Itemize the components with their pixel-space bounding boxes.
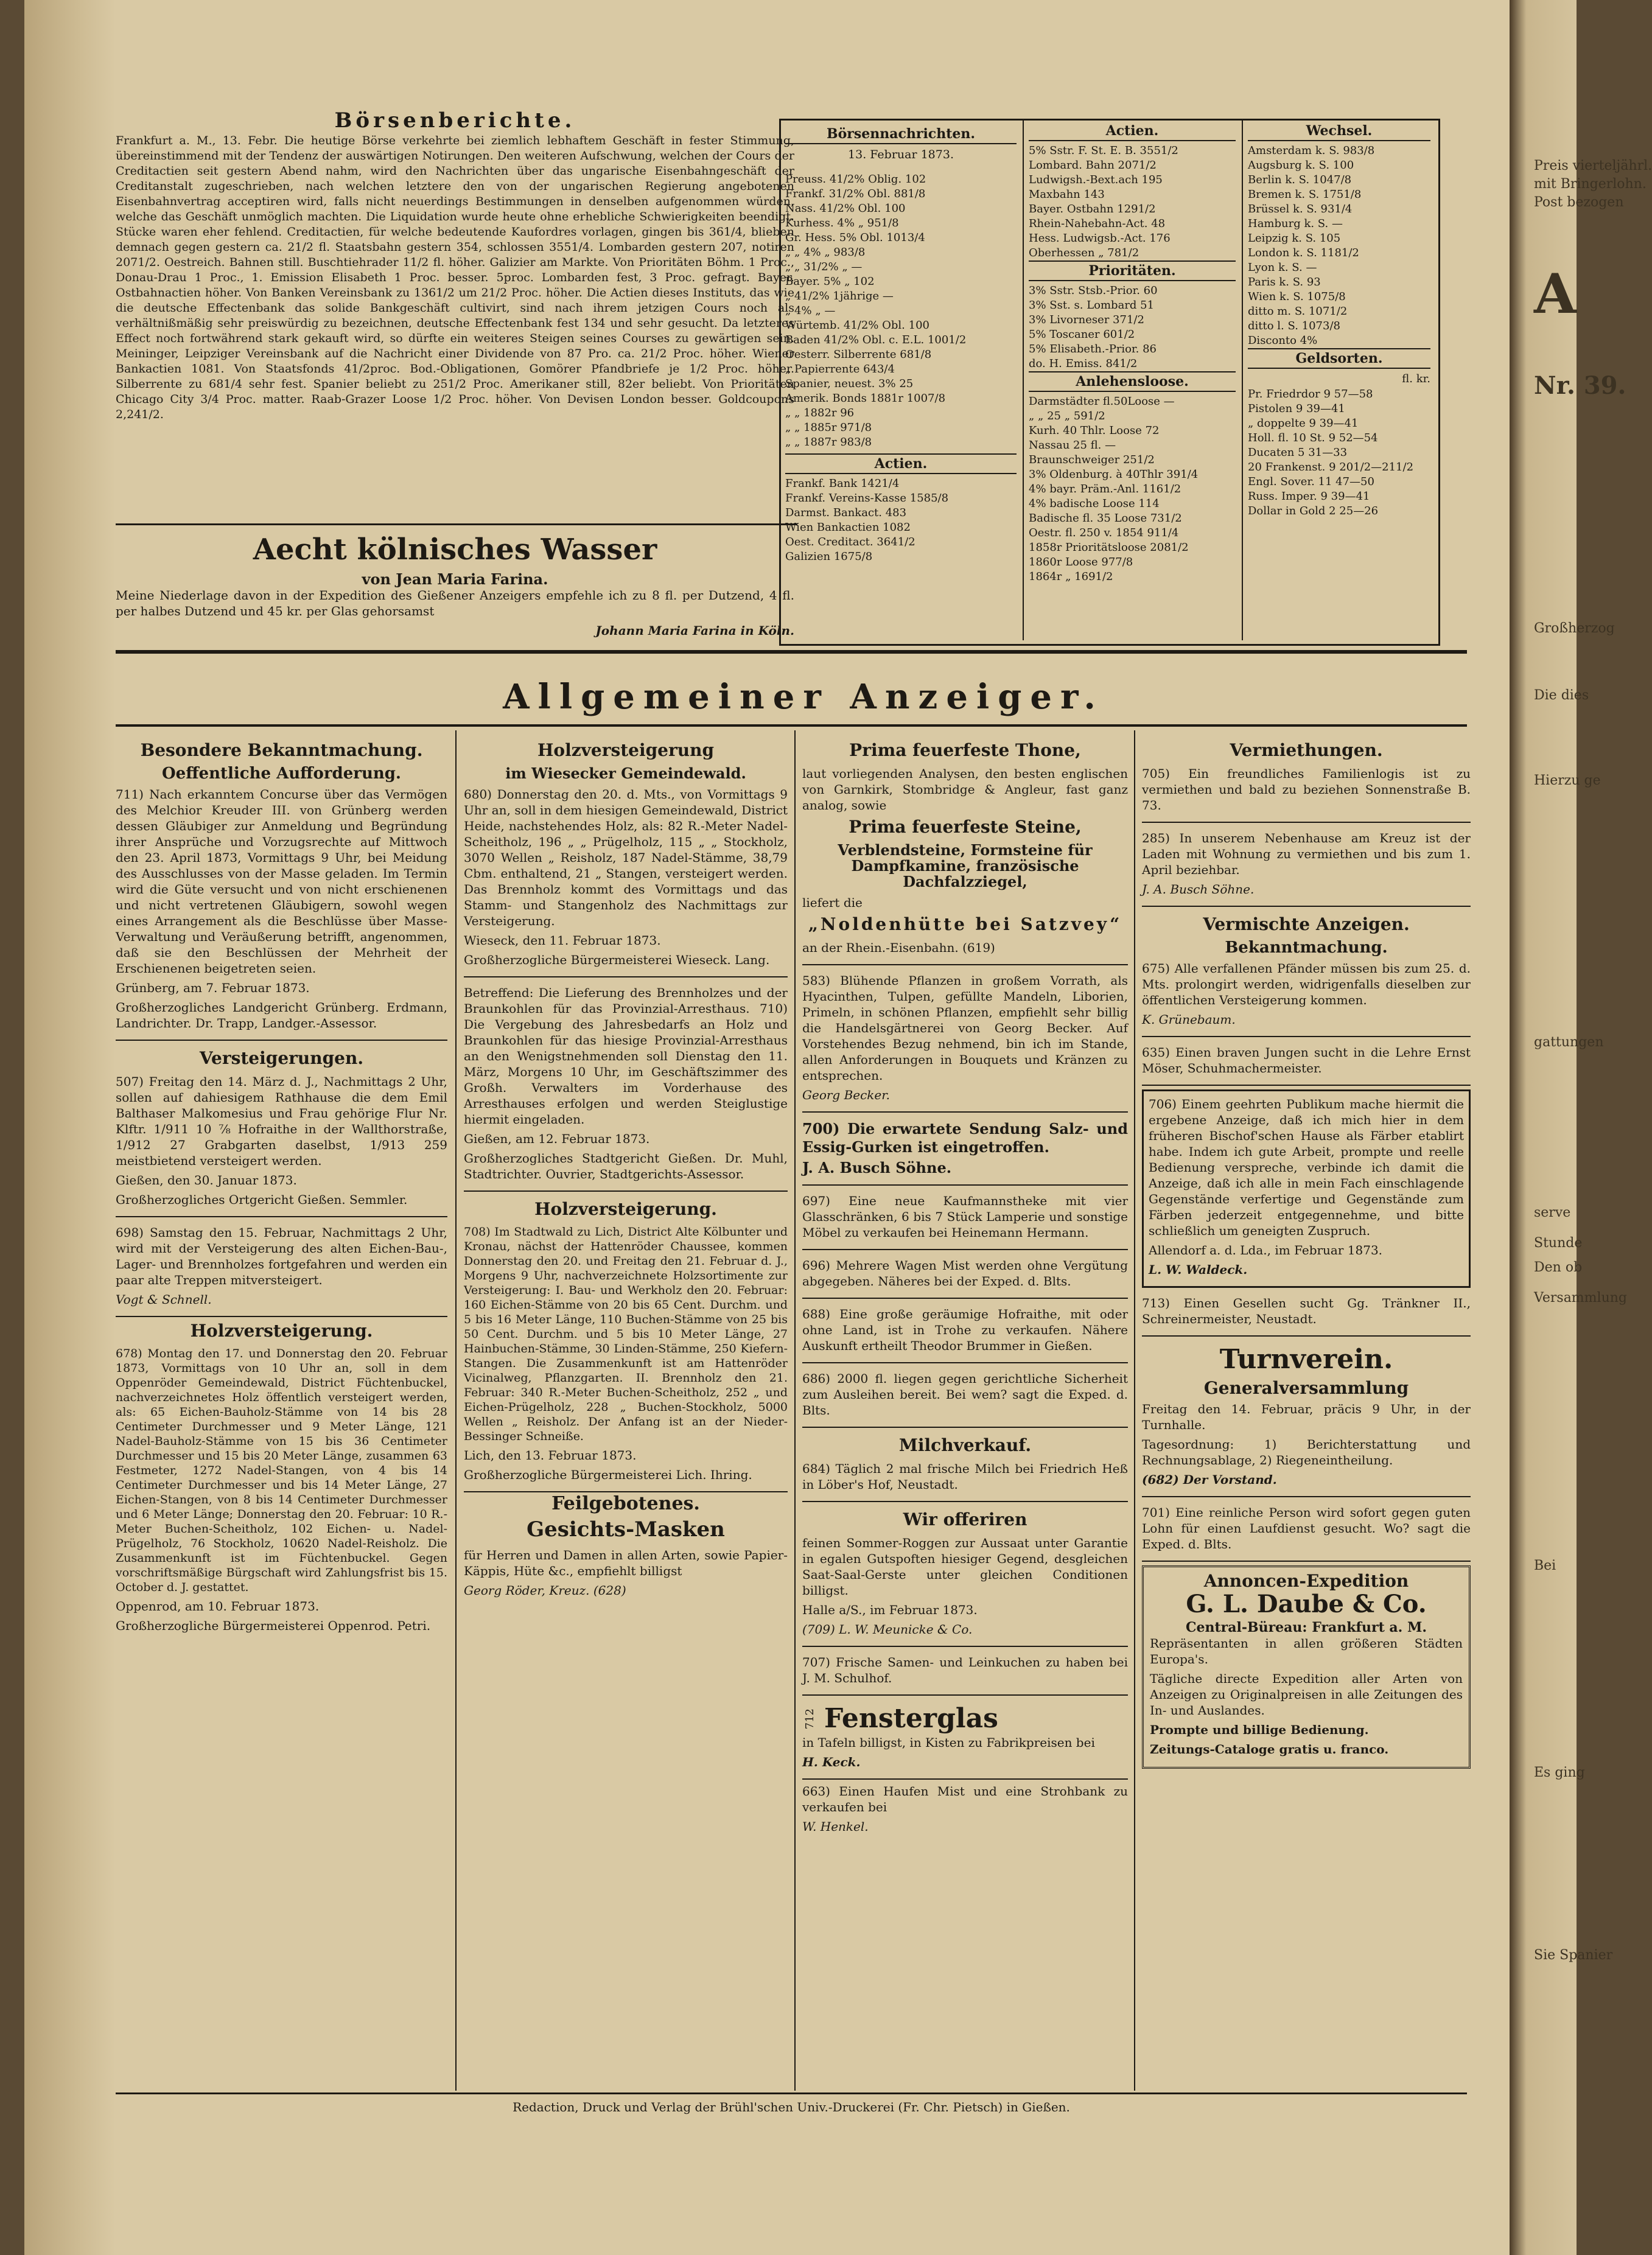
ad-text: Tägliche directe Expedition aller Arten von Anzeigen zu Originalpreisen in alle Zeitungen des In- und Auslandes. — [1150, 1671, 1463, 1718]
quote-row: Ducaten 5 31—33 — [1248, 446, 1348, 459]
ad-signature: L. W. Waldeck. — [1149, 1262, 1248, 1277]
quote-row: Leipzig k. S. 105 — [1248, 232, 1341, 245]
hofraithe-ad — [802, 1302, 1128, 1363]
ad-signature: (682) Der Vorstand. — [1142, 1472, 1277, 1487]
ad-number: 712 — [803, 1708, 816, 1730]
ad-text: 583) Blühende Pflanzen in großem Vorrath, als Hyacinthen, Tulpen, gefüllte Mandeln, Liborien, Primeln, in schönen Pflanzen, empfiehlt sehr billig die Handelsgärtnerei von Georg Becker. Auf Vorstehendes Bezug nehmend, bin ich im Stande, allen Anforderungen in Bouquets und Kränzen zu entsprechen. — [802, 973, 1128, 1083]
ad-representatives: Repräsentanten in allen größeren Städten Europa's. — [1150, 1636, 1463, 1666]
ad-signature: K. Grünebaum. — [1142, 1012, 1236, 1027]
quote-row: Brüssel k. S. 931/4 — [1248, 203, 1353, 215]
adjacent-page-edge — [1510, 0, 1652, 2255]
ad-signature: Großherzogliche Bürgermeisterei Lich. Ihring. — [464, 1467, 752, 1482]
quote-row: Holl. fl. 10 St. 9 52—54 — [1248, 432, 1378, 444]
adjacent-page-fragment: Die dies — [1534, 688, 1589, 703]
arresthaus-ad — [464, 981, 788, 1192]
boersennachrichten-date: 13. Februar 1873. — [848, 148, 954, 161]
ad-text: 678) Montag den 17. und Donnerstag den 20. Februar 1873, Vormittags von 10 Uhr an, soll in dem Oppenröder Gemeindewald, District Füchtenbuckel, nachverzeichnetes Holz öffentlich versteigert werden, als: 65 Eichen-Bauholz-Stämme von 14 bis 28 Centimeter Durchmesser und 9 Meter Länge, 121 Nadel-Bauholz-Stämme von 15 bis 36 Centimeter Durchmesser und 15 bis 20 Meter Länge, zusammen 63 Festmeter, 1272 Nadel-Stangen, von 4 bis 14 Centimeter Durchmesser und bis 14 Meter Länge, 27 Eichen-Stangen, von 8 bis 14 Centimeter Durchmesser und 6 Meter Länge; Donnerstag den 20. Februar: 10 R.-Meter Buchen-Scheitholz, 102 Eichen- u. Nadel-Prügelholz, 76 Stockholz, 10620 Nadel-Reisholz. Die Zusammenkunft ist im Füchtenbuckel. Gegen vorschriftsmäßige Bürgschaft wird Zahlungsfrist bis 15. October d. J. gestattet. — [116, 1347, 447, 1594]
boersennachrichten-column — [785, 125, 1017, 564]
quote-row: Berlin k. S. 1047/8 — [1248, 173, 1352, 186]
quote-row: Hamburg k. S. — — [1248, 217, 1343, 230]
quote-row: Hess. Ludwigsb.-Act. 176 — [1029, 232, 1171, 245]
ad-date: Gießen, den 30. Januar 1873. — [116, 1173, 297, 1187]
quote-row: Darmst. Bankact. 483 — [785, 506, 907, 519]
ad-date: Wieseck, den 11. Februar 1873. — [464, 933, 661, 948]
ad-title: Versteigerungen. — [199, 1048, 364, 1068]
ad-location: an der Rhein.-Eisenbahn. (619) — [802, 940, 995, 955]
allgemeiner-anzeiger-masthead: Allgemeiner Anzeiger. — [503, 677, 1104, 717]
geselle-ad — [1142, 1292, 1471, 1337]
quote-row: Lombard. Bahn 2071/2 — [1029, 159, 1157, 172]
quote-row: Ludwigsh.-Bext.ach 195 — [1029, 173, 1163, 186]
ad-text: 711) Nach erkanntem Concurse über das Vermögen des Melchior Kreuder III. von Grünberg werden dessen Gläubiger zur Anmeldung und Begründung ihrer Ansprüche und Vorzugsrechte auf Mittwoch den 23. April 1873, Vormittags 9 Uhr, bei Meidung des Ausschlusses von der Masse geladen. Im Termin wird die Güte versucht und von nicht erschienenen und nicht vertretenen Gläubigern, sowohl wegen eines Arrangement als die Beschlüsse über Masse-Verwaltung und Veräußerung betrifft, angenommen, daß sie den Beschlüssen der Mehrheit der Erschienenen beigetreten seien. — [116, 787, 447, 976]
lehre-ad — [1142, 1041, 1471, 1086]
quote-row: Wien Bankactien 1082 — [785, 521, 911, 534]
ad-date: Grünberg, am 7. Februar 1873. — [116, 981, 310, 995]
ad-signature: H. Keck. — [802, 1755, 861, 1769]
ad-title: Besondere Bekanntmachung. — [140, 740, 423, 760]
adjacent-page-fragment: Großherzog — [1534, 621, 1615, 636]
ad-signature: J. A. Busch Söhne. — [1142, 882, 1255, 897]
ad-text: 686) 2000 fl. liegen gegen gerichtliche Sicherheit zum Ausleihen bereit. Bei wem? sagt die Exped. d. Blts. — [802, 1371, 1128, 1418]
quote-row: 5% Toscaner 601/2 — [1029, 328, 1135, 341]
ad-text: feinen Sommer-Roggen zur Aussaat unter Garantie in egalen Gutspoften hiesiger Gegend, desgleichen Saat-Saal-Gerste unter gleichen Conditionen billigst. — [802, 1536, 1128, 1598]
quote-row: Darmstädter fl.50Loose — — [1029, 395, 1175, 408]
prio-title: Prioritäten. — [1029, 260, 1236, 281]
quote-row: „ 4% „ — — [785, 304, 836, 317]
ad-text: 688) Eine große geräumige Hofraithe, mit oder ohne Land, ist in Trohe zu verkaufen. Nähere Auskunft ertheilt Theodor Brummer in Gießen. — [802, 1307, 1128, 1353]
quote-row: Würtemb. 41/2% Obl. 100 — [785, 319, 929, 332]
adjacent-page-fragment: Nr. 39. — [1534, 371, 1626, 400]
person-ad — [1142, 1501, 1471, 1562]
ad-firm: G. L. Daube & Co. — [1186, 1590, 1427, 1618]
quote-row: 3% Sstr. Stsb.-Prior. 60 — [1029, 284, 1158, 297]
masthead-rule-bottom — [116, 724, 1467, 727]
quote-row: „ „ 4% „ 983/8 — [785, 246, 866, 259]
ad-title-2: Prima feuerfeste Steine, — [849, 817, 1082, 837]
daube-ad — [1142, 1565, 1471, 1769]
ad-signature: Großherzogliche Bürgermeisterei Wieseck. Lang. — [464, 953, 770, 967]
adjacent-page-fragment: Es ging — [1534, 1765, 1585, 1780]
farina-title: Aecht kölnisches Wasser — [253, 533, 657, 567]
quote-row: 5% Elisabeth.-Prior. 86 — [1029, 343, 1157, 355]
pflanzen-ad — [802, 969, 1128, 1113]
farina-subtitle: von Jean Maria Farina. — [362, 570, 548, 588]
masthead-rule-top — [116, 650, 1467, 654]
quote-row: Frankf. Bank 1421/4 — [785, 477, 900, 490]
loose-title: Anlehensloose. — [1029, 371, 1236, 392]
faerber-ad — [1142, 1089, 1471, 1288]
quote-row: Oesterr. Silberrente 681/8 — [785, 348, 932, 361]
ad-text: Betreffend: Die Lieferung des Brennholzes und der Braunkohlen für das Provinzial-Arresthaus. 710) Die Vergebung des Jahresbedarfs an Holz und Braunkohlen für das hiesige Provinzial-Arresthaus an den Wenigstnehmenden soll Dienstag den 11. März, Morgens 10 Uhr, im Geschäftszimmer des Großh. Verwalters im Vorderhause des Arresthauses erfolgen und werden Steiglustige hiermit eingeladen. — [464, 985, 788, 1127]
gold-list — [1248, 387, 1430, 519]
quote-row: London k. S. 1181/2 — [1248, 246, 1359, 259]
ad-text: 705) Ein freundliches Familienlogis ist zu vermiethen und bald zu beziehen Sonnenstraße B. 73. — [1142, 766, 1471, 813]
turnverein-ad — [1142, 1340, 1471, 1497]
mist-ad — [802, 1254, 1128, 1299]
ad-text: in Tafeln billigst, in Kisten zu Fabrikpreisen bei — [802, 1735, 1095, 1750]
footer-rule — [116, 2092, 1467, 2094]
ad-title: Prima feuerfeste Thone, — [849, 740, 1081, 760]
boersennachrichten-list — [785, 172, 1017, 450]
ad-title: Wir offeriren — [903, 1509, 1027, 1530]
quote-row: Frankf. Vereins-Kasse 1585/8 — [785, 492, 949, 505]
quote-row: Bremen k. S. 1751/8 — [1248, 188, 1362, 201]
ad-signature: Großherzogliches Landgericht Grünberg. Erdmann, Landrichter. Dr. Trapp, Landger.-Assessor. — [116, 1000, 447, 1030]
ad-subtitle: im Wiesecker Gemeindewald. — [505, 764, 746, 782]
ad-title: Milchverkauf. — [898, 1435, 1032, 1455]
ad-text: 697) Eine neue Kaufmannstheke mit vier Glasschränken, 6 bis 7 Stück Lamperie und sonstige Möbel zu verkaufen bei Heinemann Hermann. — [802, 1194, 1128, 1240]
quote-row: Paris k. S. 93 — [1248, 276, 1321, 288]
vermischte-ad — [1142, 911, 1471, 1037]
quote-row: Dollar in Gold 2 25—26 — [1248, 505, 1379, 517]
wechsel-column — [1248, 122, 1430, 519]
quote-row: 3% Livorneser 371/2 — [1029, 313, 1144, 326]
adjacent-page-fragment: Den ob — [1534, 1260, 1583, 1275]
adjacent-page-fragment: gattungen — [1534, 1035, 1604, 1050]
ad-text: 635) Einen braven Jungen sucht in die Lehre Ernst Möser, Schuhmachermeister. — [1142, 1045, 1471, 1075]
ad-text: 507) Freitag den 14. März d. J., Nachmittags 2 Uhr, sollen auf dahiesigem Rathhause die dem Emil Balthaser Malkomesius und Frau gehörige Flur Nr. Klftr. 1/911 10 ⅞ Hofraithe in der Wallthorstraße, 1/912 27 Grabgarten daselbst, 1/913 259 meistbietend versteigert werden. — [116, 1074, 447, 1168]
adjacent-page-fragment: Sie Spanier — [1534, 1948, 1613, 1963]
ad-text: 708) Im Stadtwald zu Lich, District Alte Kölbunter und Kronau, nächst der Hattenröder Chaussee, kommen Donnerstag den 20. und Freitag den 21. Februar d. J., Morgens 9 Uhr, nachverzeichnete Holzsortimente zur Versteigerung: I. Bau- und Werkholz den 20. Februar: 160 Eichen-Stämme von 20 bis 65 Cent. Durchm. und 5 bis 16 Meter Länge, 110 Buchen-Stämme von 25 bis 50 Cent. Durchm. und 5 bis 10 Meter Länge, 27 Hainbuchen-Stämme, 30 Linden-Stämme, 250 Kiefern-Stangen. Die Zusammenkunft ist am Hattenröder Vicinalweg, Pflanzgarten. II. Brennholz den 21. Februar: 340 R.-Meter Buchen-Scheitholz, 252 „ und Eichen-Prügelholz, 228 „ Buchen-Stockholz, 5000 Wellen „ Reisholz. Der Anfang ist an der Nieder-Bessinger Schneiße. — [464, 1225, 788, 1443]
farina-signature: Johann Maria Farina in Köln. — [595, 623, 794, 638]
quote-row: Amerik. Bonds 1881r 1007/8 — [785, 392, 946, 405]
quote-row: Oestr. fl. 250 v. 1854 911/4 — [1029, 526, 1179, 539]
quote-row: 3% Oldenburg. à 40Thlr 391/4 — [1029, 468, 1199, 481]
quote-row: Badische fl. 35 Loose 731/2 — [1029, 512, 1182, 525]
farina-text: Meine Niederlage davon in der Expedition des Gießener Anzeigers empfehle ich zu 8 fl. per Dutzend, 4 fl. per halbes Dutzend und 45 kr. per Glas gehorsamst — [116, 588, 794, 618]
ad-text: 663) Einen Haufen Mist und eine Strohbank zu verkaufen bei — [802, 1784, 1128, 1814]
boersennachrichten-title: Börsennachrichten. — [785, 125, 1017, 144]
actien-list — [785, 477, 1017, 564]
ad-date: Gießen, am 12. Februar 1873. — [464, 1131, 650, 1146]
column-1 — [116, 736, 447, 1637]
column-4 — [1142, 736, 1471, 1769]
offeriren-ad — [802, 1506, 1128, 1647]
ad-signature: Großherzogliches Stadtgericht Gießen. Dr. Muhl, Stadtrichter. Ouvrier, Stadtgerichts-Assessor. — [464, 1151, 788, 1181]
ad-promise: Prompte und billige Bedienung. — [1150, 1722, 1369, 1737]
quote-row: 1864r „ 1691/2 — [1029, 570, 1113, 583]
ad-subtitle: Generalversammlung — [1203, 1378, 1409, 1398]
ad-title: Fensterglas — [824, 1703, 998, 1734]
quote-row: „ „ 1885r 971/8 — [785, 421, 872, 434]
lich-ad — [464, 1195, 788, 1492]
laden-ad — [1142, 827, 1471, 907]
quote-row: Russ. Imper. 9 39—41 — [1248, 490, 1370, 503]
adjacent-page-fragment: mit Bringerlohn. — [1534, 177, 1647, 192]
quote-row: 20 Frankenst. 9 201/2—211/2 — [1248, 461, 1414, 474]
ad-text: 701) Eine reinliche Person wird sofort gegen guten Lohn für einen Laufdienst gesucht. Wo? sagt die Exped. d. Blts. — [1142, 1505, 1471, 1551]
ausleihen-ad — [802, 1367, 1128, 1428]
ad-signature: Georg Becker. — [802, 1088, 890, 1102]
column-rule — [1134, 730, 1135, 2091]
gold-title: Geldsorten. — [1248, 348, 1430, 369]
ad-title: Feilgebotenes. — [551, 1493, 700, 1514]
quote-row: Spanier, neuest. 3% 25 — [785, 377, 914, 390]
ad-signature: J. A. Busch Söhne. — [802, 1159, 952, 1176]
imprint-footer: Redaction, Druck und Verlag der Brühl'schen Univ.-Druckerei (Fr. Chr. Pietsch) in Gießen. — [513, 2100, 1070, 2114]
quote-row: „ doppelte 9 39—41 — [1248, 417, 1359, 430]
ad-text: 680) Donnerstag den 20. d. Mts., von Vormittags 9 Uhr an, soll in dem hiesigen Gemeindewald, District Heide, nachstehendes Holz, als: 82 R.-Meter Nadel-Scheitholz, 196 „ „ Prügelholz, 115 „ „ Stockholz, 3070 Wellen „ Reisholz, 187 Nadel-Stämme, 38,79 Cbm. enthaltend, 21 „ Stangen, versteigert werden. Das Brennholz kommt des Vormittags und das Stamm- und Stangenholz des Nachmittags zur Versteigerung. — [464, 787, 788, 928]
strohbank-ad — [802, 1783, 1128, 1834]
quote-row: Disconto 4% — [1248, 334, 1318, 347]
actien2-column — [1029, 122, 1236, 584]
column-rule — [455, 730, 457, 2091]
ad-title: 700) Die erwartete Sendung Salz- und Essig-Gurken ist eingetroffen. — [802, 1120, 1128, 1156]
ad-title: Holzversteigerung — [537, 740, 715, 760]
ad-text: 675) Alle verfallenen Pfänder müssen bis zum 25. d. Mts. prolongirt werden, widrigenfalls dieselben zur öffentlichen Versteigerung kommen. — [1142, 961, 1471, 1007]
quote-row: Oest. Creditact. 3641/2 — [785, 536, 915, 548]
ad-subtitle: Verblendsteine, Formsteine für Dampfkamine, französische Dachfalzziegel, — [838, 841, 1093, 890]
quote-row: Preuss. 41/2% Oblig. 102 — [785, 173, 926, 186]
samen-ad — [802, 1651, 1128, 1696]
adjacent-page-fragment: Bei — [1534, 1558, 1556, 1573]
theke-ad — [802, 1189, 1128, 1250]
quote-row: 4% bayr. Präm.-Anl. 1161/2 — [1029, 483, 1181, 495]
actien-title: Actien. — [785, 453, 1017, 474]
quote-row: Engl. Sover. 11 47—50 — [1248, 475, 1374, 488]
ad-subtitle: Bekanntmachung. — [1225, 939, 1388, 957]
ad-text-2: liefert die — [802, 895, 863, 910]
ad-text: 696) Mehrere Wagen Mist werden ohne Vergütung abgegeben. Näheres bei der Exped. d. Blts. — [802, 1258, 1128, 1288]
quote-row: 1860r Loose 977/8 — [1029, 556, 1133, 568]
farina-ad — [116, 533, 794, 638]
divider — [1023, 121, 1024, 640]
ad-date: Halle a/S., im Februar 1873. — [802, 1603, 978, 1617]
ad-text: 285) In unserem Nebenhause am Kreuz ist der Laden mit Wohnung zu vermiethen und bis zum 1. April beziehbar. — [1142, 831, 1471, 877]
ad-catalog: Zeitungs-Cataloge gratis u. franco. — [1150, 1742, 1389, 1757]
column-2 — [464, 736, 788, 1602]
ad-firm: „Noldenhütte bei Satzvey“ — [808, 914, 1122, 934]
quote-row: Baden 41/2% Obl. c. E.L. 1001/2 — [785, 334, 967, 346]
masken-ad — [464, 1493, 788, 1598]
prio-list — [1029, 284, 1236, 371]
adjacent-page-fragment: Versammlung — [1534, 1290, 1627, 1306]
divider — [116, 523, 797, 525]
quote-row: Nass. 41/2% Obl. 100 — [785, 202, 906, 215]
quote-row: Galizien 1675/8 — [785, 550, 873, 563]
ad-subtitle: Central-Büreau: Frankfurt a. M. — [1186, 1620, 1427, 1635]
ad-date: Lich, den 13. Februar 1873. — [464, 1448, 637, 1463]
ad-signature: W. Henkel. — [802, 1819, 869, 1834]
quote-row: 1858r Prioritätsloose 2081/2 — [1029, 541, 1189, 554]
boersen-section — [116, 108, 794, 426]
quote-row: Maxbahn 143 — [1029, 188, 1105, 201]
quote-row: „ „ 1887r 983/8 — [785, 436, 872, 449]
quote-row: Augsburg k. S. 100 — [1248, 159, 1354, 172]
quote-row: „ 41/2% 1jährige — — [785, 290, 894, 302]
wiesecker-ad — [464, 736, 788, 977]
loose-list — [1029, 394, 1236, 584]
ad-title: Holzversteigerung. — [534, 1199, 717, 1219]
quote-row: Nassau 25 fl. — — [1029, 439, 1116, 452]
actien2-list — [1029, 144, 1236, 260]
vermiethungen-ad — [1142, 736, 1471, 823]
ad-title: Turnverein. — [1219, 1344, 1393, 1375]
boersen-text: Frankfurt a. M., 13. Febr. Die heutige Börse verkehrte bei ziemlich lebhaftem Geschäft in fester Stimmung, übereinstimmend mit der Tendenz der auswärtigen Notirungen. Den weiteren Aufschwung, welchen der Cours der Creditactien seit gestern Abend nahm, wird den Nachrichten über das ungarische Eisenbahngeschäft der Creditanstalt zugeschrieben, nach welchen letztere den von der ungarischen Regierung angebotenen Eisenbahnvertrag acceptiren wird, falls nicht neuerdings Bestimmungen in denselben aufgenommen würden, welche das Geschäft unmöglich machten. Die Liquidation wurde heute ohne erhebliche Schwierigkeiten beendigt. Stücke waren eher fehlend. Creditactien, für welche bedeutende Kaufordres vorlagen, gingen bis 361/4, blieben demnach gegen gestern ca. 21/2 fl. Staatsbahn gestern 354, schlossen 3551/4. Lombarden gestern 207, notiren 2071/2. Oestreich. Bahnen still. Buschtiehrader 11/2 fl. höher. Galizier am Markte. Von Prioritäten Böhm. 1 Proc., Donau-Drau 1 Proc., 1. Emission Elisabeth 1 Proc. besser. 5proc. Lombarden fest, 3 Proc. gefragt. Bayer. Ostbahnactien höher. Von Banken Vereinsbank zu 1361/2 um 21/2 Proc. höher. Die Actien dieses Instituts, das wie die deutsche Effectenbank das solide Bankgeschäft cultivirt, sind nach ihrem jetzigen Cours noch als verhältnißmäßig sehr preiswürdig zu bezeichnen, deutsche Effectenbank fest 134 und sehr gesucht. Da letzteres Effect noch fortwährend stark gekauft wird, so dürfte ein weiteres Steigen seines Courses zu gewärtigen sein. Meininger, Leipziger Vereinsbank auf die Nachricht einer Dividende von 87 Pro. ca. 21/2 Proc. höher. Wiener Bankactien 1081. Von Staatsfonds 41/2proc. Bod.-Obligationen, Gomörer Pfandbriefe je 1/2 Proc. höher. Silberrente zu 681/4 sehr fest. Spanier beliebt zu 251/2 Proc. Amerikaner still, 82er beliebt. Von Prioritäten Chicago City 3/4 Proc. matter. Raab-Grazer Loose 1/2 Proc. höher. Von Devisen London besser. Goldcoupons 2,241/2. — [116, 134, 794, 421]
adjacent-page-fragment: Post bezogen — [1534, 195, 1624, 210]
ad-text: 706) Einem geehrten Publikum mache hiermit die ergebene Anzeige, daß ich mich hier in dem früheren Bischof'schen Hause als Färber etablirt habe. Indem ich gute Arbeit, prompte und reelle Bedienung verspreche, verbinde ich damit die Anzeige, daß ich alle in mein Fach einschlagende Gegenstände verfertige und Gegenstände zum Färben jederzeit entgegennehme, und bitte schließlich um geneigten Zuspruch. — [1149, 1097, 1464, 1238]
quote-row: Amsterdam k. S. 983/8 — [1248, 144, 1375, 157]
holzversteigerung-oppenrod-ad — [116, 1321, 447, 1634]
actien2-title: Actien. — [1029, 122, 1236, 141]
ad-title: Vermischte Anzeigen. — [1203, 914, 1410, 934]
ad-subtitle: Gesichts-Masken — [527, 1517, 725, 1542]
column-rule — [794, 730, 796, 2091]
quote-row: Kurh. 40 Thlr. Loose 72 — [1029, 424, 1160, 437]
adjacent-page-fragment: Preis vierteljährl. — [1534, 158, 1652, 173]
quote-row: ditto m. S. 1071/2 — [1248, 305, 1348, 318]
ad-title: Vermiethungen. — [1230, 740, 1383, 760]
divider — [1242, 121, 1243, 640]
quote-row: ditto l. S. 1073/8 — [1248, 320, 1340, 332]
wechsel-list — [1248, 144, 1430, 348]
ad-signature: Georg Röder, Kreuz. (628) — [464, 1583, 626, 1598]
quote-row: 5% Sstr. F. St. E. B. 3551/2 — [1029, 144, 1178, 157]
ad-title: Annoncen-Expedition — [1203, 1571, 1409, 1591]
quote-row: Pistolen 9 39—41 — [1248, 402, 1345, 415]
page-spine — [24, 0, 116, 2255]
ad-text: 684) Täglich 2 mal frische Milch bei Friedrich Heß in Löber's Hof, Neustadt. — [802, 1461, 1128, 1492]
quote-row: Lyon k. S. — — [1248, 261, 1317, 274]
ad-text: für Herren und Damen in allen Arten, sowie Papier-Käppis, Hüte &c., empfiehlt billigst — [464, 1548, 788, 1578]
adjacent-page-fragment: serve — [1534, 1205, 1571, 1220]
quote-row: Oberhessen „ 781/2 — [1029, 246, 1139, 259]
ad-signature: Vogt & Schnell. — [116, 1292, 212, 1307]
fensterglas-ad — [802, 1699, 1128, 1780]
gurken-ad — [802, 1116, 1128, 1186]
ad-subtitle: Oeffentliche Aufforderung. — [162, 764, 401, 783]
column-3 — [802, 736, 1128, 1838]
quote-row: Kurhess. 4% „ 951/8 — [785, 217, 899, 229]
quote-row: Frankf. 31/2% Obl. 881/8 — [785, 187, 926, 200]
quote-row: Wien k. S. 1075/8 — [1248, 290, 1346, 303]
ad-text: 713) Einen Gesellen sucht Gg. Tränkner II., Schreinermeister, Neustadt. — [1142, 1296, 1471, 1326]
quote-row: 4% badische Loose 114 — [1029, 497, 1160, 510]
ad-text: laut vorliegenden Analysen, den besten englischen von Garnkirk, Stombridge & Angleur, fast ganz analog, sowie — [802, 766, 1128, 813]
adjacent-page-fragment: Stunde — [1534, 1236, 1583, 1251]
boersen-title: Börsenberichte. — [334, 108, 576, 133]
quote-row: „ Papierrente 643/4 — [785, 363, 895, 376]
ad-signature: (709) L. W. Meunicke & Co. — [802, 1622, 973, 1637]
quote-row: Rhein-Nahebahn-Act. 48 — [1029, 217, 1166, 230]
ad-signature: Großherzogliche Bürgermeisterei Oppenrod. Petri. — [116, 1618, 431, 1633]
adjacent-page-fragment: A — [1534, 262, 1577, 326]
milch-ad — [802, 1432, 1128, 1502]
ad-date: Oppenrod, am 10. Februar 1873. — [116, 1599, 320, 1613]
quote-row: Bayer. 5% „ 102 — [785, 275, 875, 288]
ad-signature: Großherzogliches Ortgericht Gießen. Semmler. — [116, 1192, 408, 1207]
ad-text: 698) Samstag den 15. Februar, Nachmittags 2 Uhr, wird mit der Versteigerung des alten Eichen-Bau-, Lager- und Brennholzes fortgefahren und werden ein paar alte Treppen mitversteigert. — [116, 1225, 447, 1287]
ad-date: Allendorf a. d. Lda., im Februar 1873. — [1149, 1243, 1383, 1257]
ad-text: Freitag den 14. Februar, präcis 9 Uhr, in der Turnhalle. — [1142, 1402, 1471, 1432]
bekanntmachung-ad — [116, 736, 447, 1041]
quote-row: „ „ 31/2% „ — — [785, 260, 863, 273]
quote-row: „ „ 25 „ 591/2 — [1029, 410, 1105, 422]
quote-row: Bayer. Ostbahn 1291/2 — [1029, 203, 1156, 215]
holz-ad-698 — [116, 1221, 447, 1317]
ad-text: 707) Frische Samen- und Leinkuchen zu haben bei J. M. Schulhof. — [802, 1655, 1128, 1685]
quote-row: 3% Sst. s. Lombard 51 — [1029, 299, 1155, 312]
gold-head: fl. kr. — [1402, 372, 1430, 385]
ad-title: Holzversteigerung. — [190, 1321, 373, 1341]
newspaper-page — [24, 0, 1510, 2255]
ad-agenda: Tagesordnung: 1) Berichterstattung und Rechnungsablage, 2) Riegeneintheilung. — [1142, 1437, 1471, 1467]
thone-ad — [802, 736, 1128, 965]
quote-row: Pr. Friedrdor 9 57—58 — [1248, 388, 1373, 400]
adjacent-page-fragment: Hierzu ge — [1534, 773, 1601, 788]
quote-row: Braunschweiger 251/2 — [1029, 453, 1155, 466]
quote-row: do. H. Emiss. 841/2 — [1029, 357, 1138, 370]
quote-row: „ „ 1882r 96 — [785, 407, 855, 419]
wechsel-title: Wechsel. — [1248, 122, 1430, 141]
versteigerungen-ad — [116, 1044, 447, 1217]
quote-row: Gr. Hess. 5% Obl. 1013/4 — [785, 231, 925, 244]
